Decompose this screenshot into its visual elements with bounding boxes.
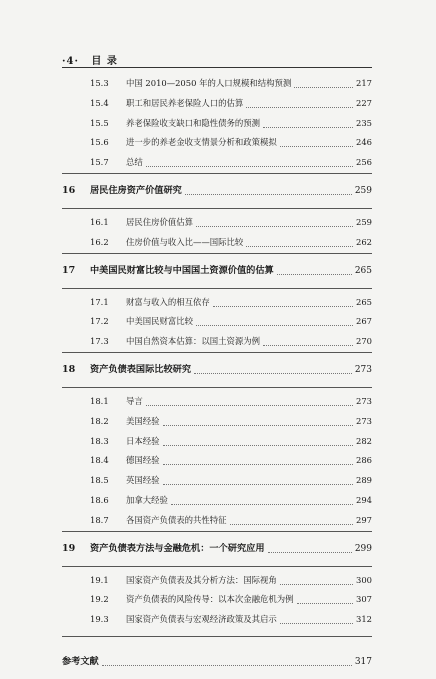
chapter-entry[interactable] [62, 532, 372, 566]
toc-number: 18.1 [90, 395, 109, 406]
chapter-divider [62, 387, 372, 388]
toc-number: 19.2 [90, 594, 109, 605]
toc-title: 参考文献 [62, 655, 99, 667]
toc-number: 18 [62, 363, 76, 375]
toc-page-number: 312 [356, 614, 372, 625]
toc-number: 15.4 [90, 97, 109, 108]
toc-number: 17.3 [90, 336, 109, 347]
toc-number: 19.3 [90, 614, 109, 625]
toc-title: 职工和居民养老保险人口的估算 [126, 97, 244, 108]
section-entry[interactable] [62, 451, 372, 471]
toc-title: 国家资产负债表及其分析方法：国际视角 [126, 574, 277, 585]
chapter-entry[interactable] [62, 254, 372, 288]
toc-number: 18.6 [90, 494, 109, 505]
page-header [62, 52, 118, 67]
leader-dots [294, 87, 353, 88]
leader-dots [246, 107, 353, 108]
toc-title: 总结 [126, 157, 143, 168]
section-entry[interactable] [62, 213, 372, 233]
section-entry[interactable] [62, 332, 372, 352]
toc-page-number: 299 [354, 543, 372, 554]
chapter-divider [62, 288, 372, 289]
toc-number: 15.7 [90, 157, 109, 168]
leader-dots [163, 484, 353, 485]
section-title: 目 录 [91, 56, 118, 67]
toc-number: 15.5 [90, 117, 109, 128]
leader-dots [277, 274, 352, 275]
section-entry[interactable] [62, 491, 372, 511]
toc-title: 居民住房价值估算 [126, 216, 193, 227]
page-number: ·4· [62, 56, 79, 67]
leader-dots [146, 166, 353, 167]
section-entry[interactable] [62, 74, 372, 94]
section-entry[interactable] [62, 610, 372, 630]
leader-dots [280, 623, 353, 624]
toc-page-number: 256 [356, 157, 372, 168]
toc-title: 德国经验 [126, 455, 160, 466]
section-entry[interactable] [62, 471, 372, 491]
toc-title: 进一步的养老金收支情景分析和政策模拟 [126, 137, 277, 148]
toc-page-number: 265 [356, 296, 372, 307]
toc-number: 15.6 [90, 137, 109, 148]
toc-title: 各国资产负债表的共性特征 [126, 514, 227, 525]
toc-page-number: 317 [354, 656, 372, 667]
toc-page-number: 273 [356, 395, 372, 406]
section-entry[interactable] [62, 412, 372, 432]
section-entry[interactable] [62, 153, 372, 173]
toc-page-number: 235 [356, 117, 372, 128]
section-entry[interactable] [62, 511, 372, 531]
toc-number: 15.3 [90, 78, 109, 88]
chapter-divider [62, 566, 372, 567]
toc-number: 18.4 [90, 455, 109, 466]
leader-dots [185, 194, 352, 195]
toc-page-number: 259 [356, 216, 372, 227]
section-entry[interactable] [62, 233, 372, 253]
toc-page-number: 286 [356, 455, 372, 466]
chapter-entry[interactable] [62, 174, 372, 208]
leader-dots [163, 425, 353, 426]
toc-page-number: 270 [356, 336, 372, 347]
leader-dots [146, 405, 353, 406]
leader-dots [102, 665, 352, 666]
leader-dots [171, 504, 353, 505]
toc-title: 国家资产负债表与宏观经济政策及其启示 [126, 614, 277, 625]
toc-page-number: 262 [356, 236, 372, 247]
toc-page-number: 265 [354, 265, 372, 276]
toc-page-number: 273 [354, 364, 372, 375]
leader-dots [268, 552, 352, 553]
leader-dots [263, 127, 353, 128]
toc-title: 中美国民财富比较 [126, 316, 193, 327]
toc-page-number: 273 [356, 415, 372, 426]
toc-number: 17.2 [90, 316, 109, 327]
leader-dots [280, 584, 353, 585]
toc-page-number: 267 [356, 316, 372, 327]
leader-dots [163, 464, 353, 465]
toc-title: 资产负债表方法与金融危机：一个研究应用 [90, 542, 265, 554]
toc-title: 财富与收入的相互依存 [126, 296, 210, 307]
toc-number: 16.2 [90, 236, 109, 247]
leader-dots [196, 325, 353, 326]
toc-title: 住房价值与收入比——国际比较 [126, 236, 244, 247]
toc-title: 英国经验 [126, 475, 160, 486]
toc-number: 17.1 [90, 296, 109, 307]
section-entry[interactable] [62, 94, 372, 114]
leader-dots [280, 146, 353, 147]
toc-page-number: 246 [356, 137, 372, 148]
toc-title: 资产负债表的风险传导：以本次金融危机为例 [126, 594, 294, 605]
toc-page-number: 217 [356, 78, 372, 88]
leader-dots [163, 445, 353, 446]
chapter-divider [62, 208, 372, 209]
section-entry[interactable] [62, 432, 372, 452]
toc-title: 导言 [126, 395, 143, 406]
toc-number: 16 [62, 184, 76, 196]
toc-title: 资产负债表国际比较研究 [90, 363, 192, 375]
leader-dots [297, 603, 353, 604]
section-entry[interactable] [62, 590, 372, 610]
toc-title: 中美国民财富比较与中国国土资源价值的估算 [90, 264, 274, 276]
toc-title: 中国自然资本估算：以国土资源为例 [126, 336, 260, 347]
toc-page-number: 282 [356, 435, 372, 446]
references-entry[interactable] [62, 645, 372, 679]
toc-page-number: 227 [356, 97, 372, 108]
section-entry[interactable] [62, 114, 372, 134]
section-entry[interactable] [62, 571, 372, 591]
leader-dots [194, 373, 352, 374]
toc-page-number: 289 [356, 475, 372, 486]
chapter-divider [62, 636, 372, 637]
toc-title: 加拿大经验 [126, 494, 168, 505]
toc-title: 日本经验 [126, 435, 160, 446]
toc-number: 17 [62, 264, 76, 276]
section-entry[interactable] [62, 312, 372, 332]
section-entry[interactable] [62, 293, 372, 313]
section-entry[interactable] [62, 133, 372, 153]
leader-dots [263, 345, 353, 346]
toc-title: 美国经验 [126, 415, 160, 426]
leader-dots [213, 306, 353, 307]
toc-number: 18.5 [90, 475, 109, 486]
leader-dots [196, 226, 353, 227]
toc-number: 18.7 [90, 514, 109, 525]
toc-number: 19 [62, 542, 76, 554]
toc-page-number: 307 [356, 594, 372, 605]
toc-page-number: 300 [356, 574, 372, 585]
toc-page-number: 259 [354, 185, 372, 196]
toc-title: 居民住房资产价值研究 [90, 184, 182, 196]
toc-title: 中国 2010—2050 年的人口规模和结构预测 [126, 78, 292, 88]
leader-dots [246, 246, 353, 247]
toc-page-number: 294 [356, 494, 372, 505]
toc-number: 19.1 [90, 574, 109, 585]
toc-number: 18.3 [90, 435, 109, 446]
section-entry[interactable] [62, 392, 372, 412]
leader-dots [230, 524, 353, 525]
chapter-entry[interactable] [62, 353, 372, 387]
toc-title: 养老保险收支缺口和隐性债务的预测 [126, 117, 260, 128]
header-divider [62, 67, 372, 68]
table-of-contents [62, 74, 372, 679]
toc-number: 16.1 [90, 216, 109, 227]
toc-number: 18.2 [90, 415, 109, 426]
toc-page-number: 297 [356, 514, 372, 525]
